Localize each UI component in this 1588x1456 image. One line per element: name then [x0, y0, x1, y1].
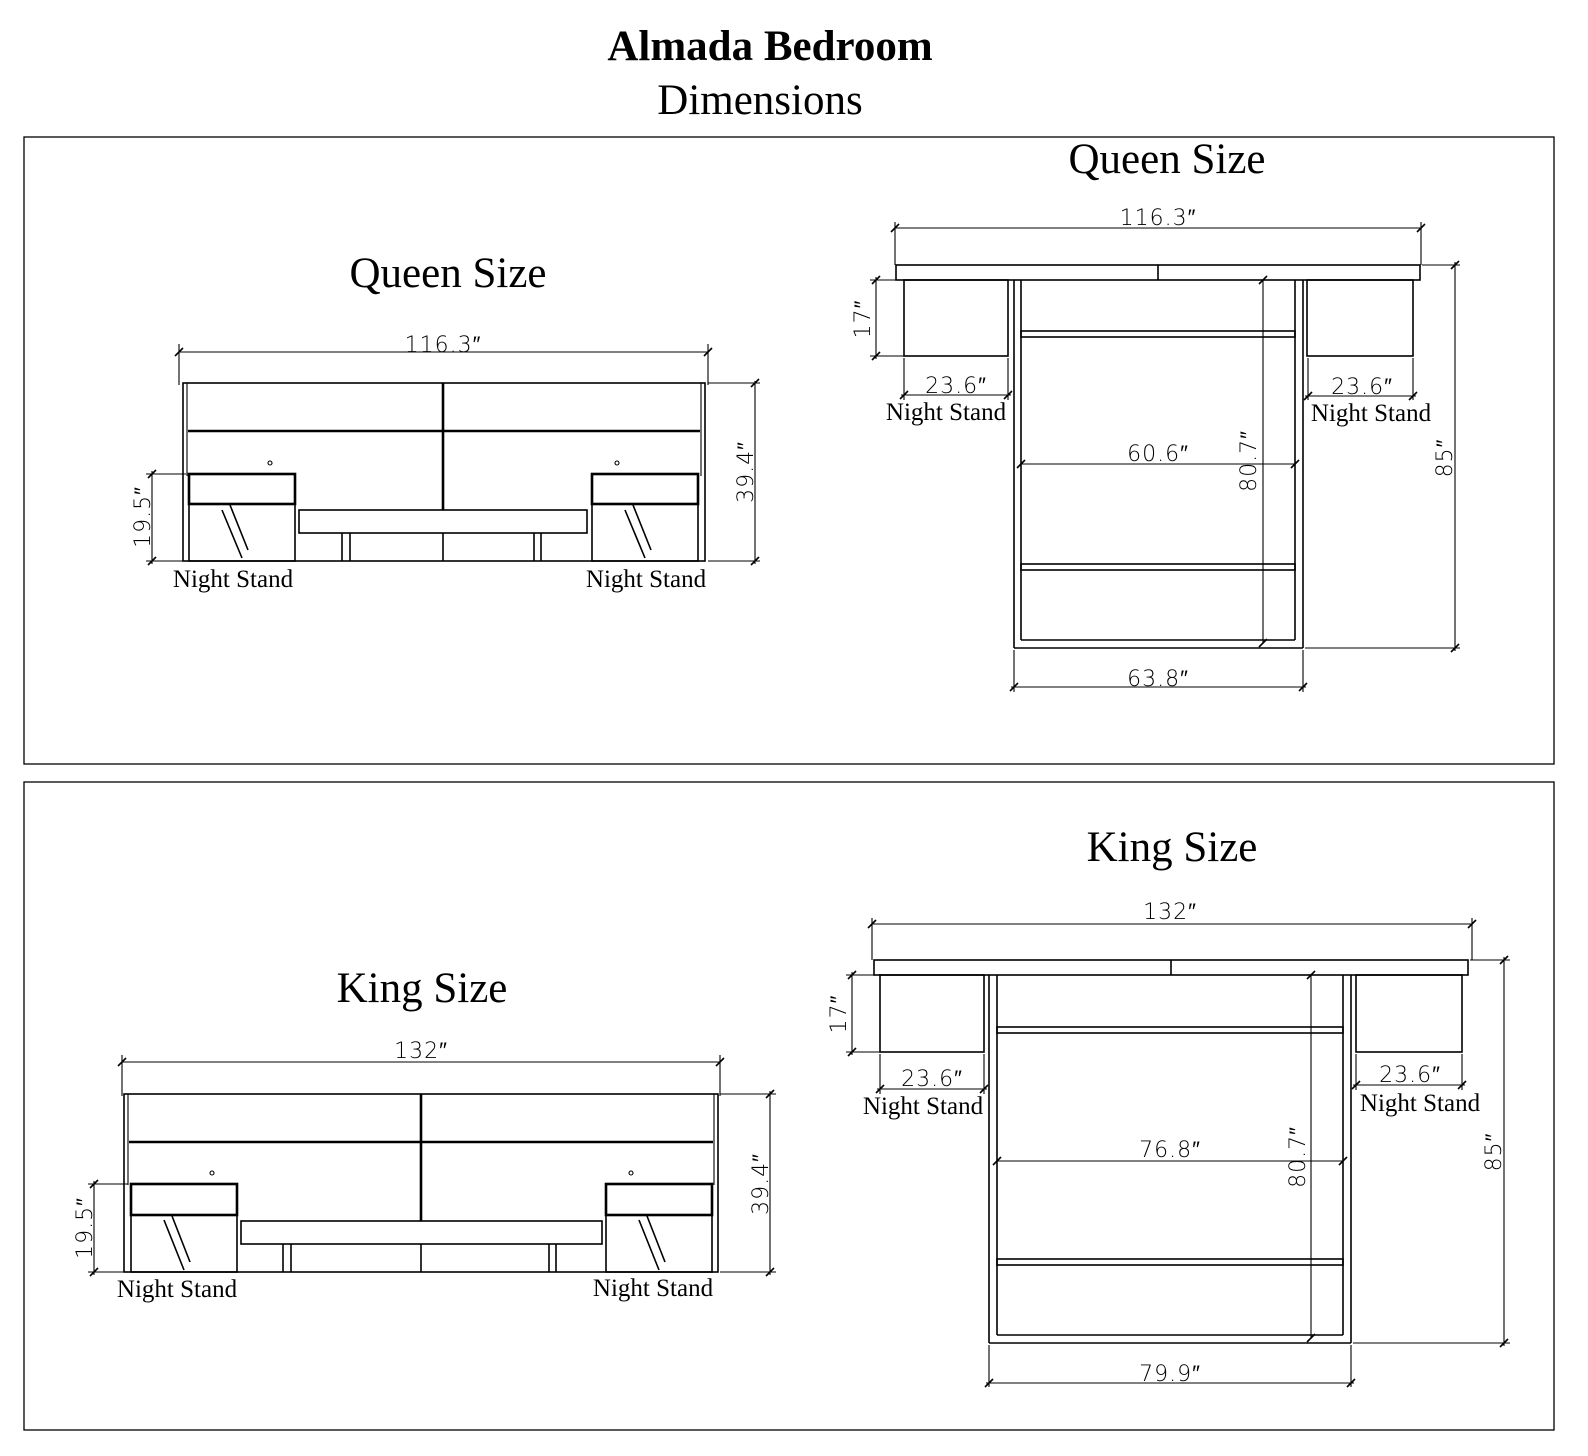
king-panel [24, 782, 1554, 1430]
queen-outer-width-label: 63.8″ [1127, 667, 1189, 692]
king-inner-length-label: 80.7″ [1286, 1126, 1311, 1188]
queen-inner-width-label: 60.6″ [1127, 442, 1189, 467]
king-inner-width-label: 76.8″ [1139, 1138, 1201, 1163]
king-overall-length-label: 85″ [1482, 1132, 1507, 1172]
page-subtitle: Dimensions [657, 77, 863, 124]
king-top-view [827, 824, 1510, 1387]
king-top-title: King Size [1086, 824, 1258, 871]
queen-top-nightstand-left-label: Night Stand [885, 399, 1007, 426]
king-top-nightstand-left-label: Night Stand [862, 1093, 984, 1120]
queen-front-title: Queen Size [349, 250, 547, 297]
king-front-view [73, 965, 776, 1303]
queen-nightstand-depth-label: 17″ [851, 299, 876, 339]
queen-front-view [131, 250, 760, 593]
king-headboard-height-label: 39.4″ [749, 1153, 774, 1215]
king-nightstand-right-width-label: 23.6″ [1379, 1063, 1441, 1088]
king-nightstand-depth-label: 17″ [827, 994, 852, 1034]
king-front-nightstand-right-label: Night Stand [592, 1275, 714, 1302]
queen-headboard-height-label: 39.4″ [734, 441, 759, 503]
queen-front-width-label: 116.3″ [404, 333, 482, 358]
queen-front-nightstand-left-label: Night Stand [172, 566, 294, 593]
queen-top-width-label: 116.3″ [1119, 206, 1197, 231]
king-front-title: King Size [336, 965, 508, 1012]
queen-overall-length-label: 85″ [1433, 438, 1458, 478]
queen-front-nightstand-right-label: Night Stand [585, 566, 707, 593]
king-nightstand-height-label: 19.5″ [73, 1197, 98, 1259]
queen-inner-length-label: 80.7″ [1237, 430, 1262, 492]
king-front-width-label: 132″ [394, 1039, 448, 1064]
queen-top-title: Queen Size [1068, 136, 1266, 183]
page-title: Almada Bedroom [607, 23, 933, 70]
queen-panel [24, 137, 1554, 764]
queen-nightstand-height-label: 19.5″ [131, 486, 156, 548]
king-front-nightstand-left-label: Night Stand [116, 1276, 238, 1303]
king-nightstand-left-width-label: 23.6″ [901, 1067, 963, 1092]
king-top-nightstand-right-label: Night Stand [1359, 1090, 1481, 1117]
king-outer-width-label: 79.9″ [1139, 1362, 1201, 1387]
king-top-width-label: 132″ [1143, 900, 1197, 925]
queen-top-view [851, 136, 1460, 692]
queen-nightstand-left-width-label: 23.6″ [925, 374, 987, 399]
queen-nightstand-right-width-label: 23.6″ [1331, 375, 1393, 400]
queen-top-nightstand-right-label: Night Stand [1310, 400, 1432, 427]
